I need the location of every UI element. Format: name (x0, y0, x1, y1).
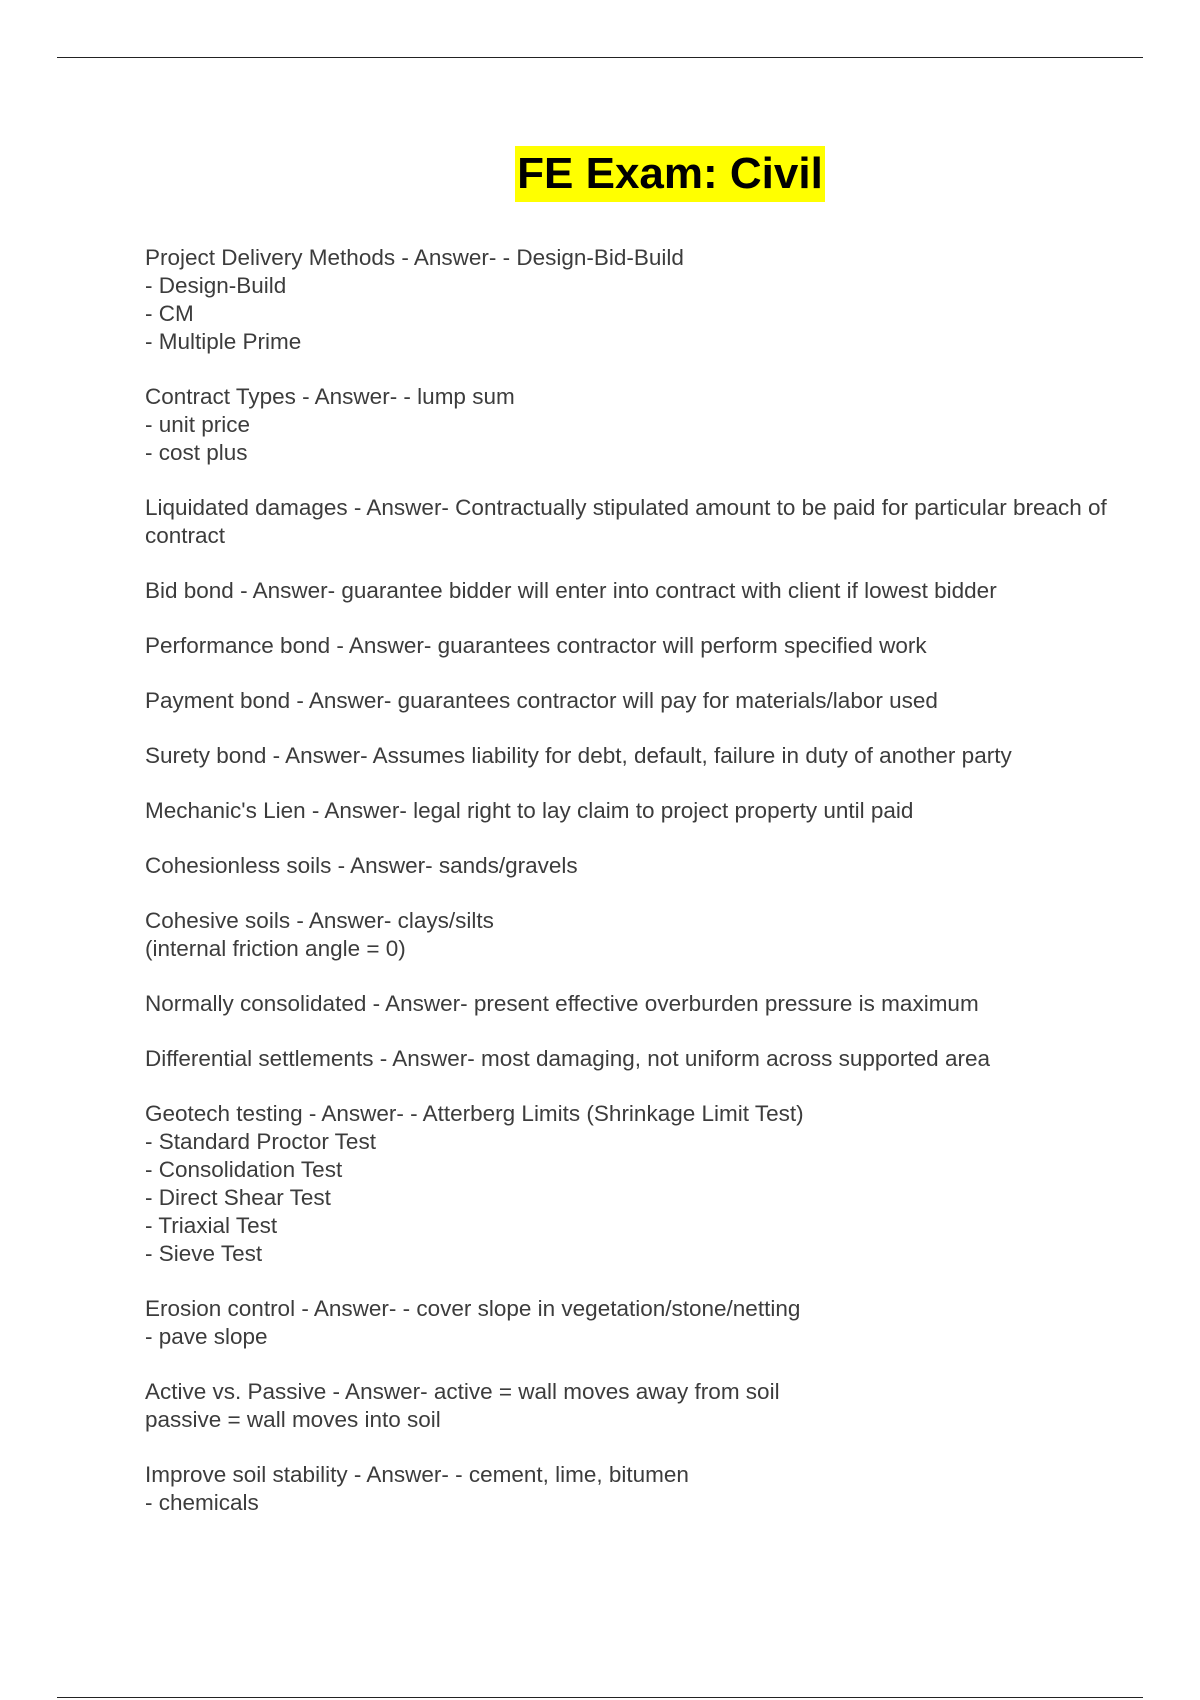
top-rule (57, 57, 1143, 58)
flashcard-entry (145, 990, 1185, 1018)
entry-answer-line: - chemicals (145, 1490, 259, 1515)
entry-answer-line: - Triaxial Test (145, 1213, 278, 1238)
flashcard-entry (145, 1295, 1185, 1351)
entry-question-line: Geotech testing - Answer- - Atterberg Limits (Shrinkage Limit Test) (145, 1101, 804, 1126)
entry-answer-line: passive = wall moves into soil (145, 1407, 441, 1432)
flashcard-entry (145, 494, 1185, 550)
entry-answer-line: - Standard Proctor Test (145, 1129, 376, 1154)
entry-question-line: Normally consolidated - Answer- present effective overburden pressure is maximum (145, 991, 979, 1016)
flashcard-entry (145, 632, 1185, 660)
flashcard-entry (145, 383, 1185, 467)
entry-answer-line: - Sieve Test (145, 1241, 263, 1266)
entry-answer-line: - unit price (145, 412, 251, 437)
flashcard-entry (145, 742, 1185, 770)
entry-question-line: Liquidated damages - Answer- Contractually stipulated amount to be paid for particular breach of (145, 495, 1107, 520)
flashcard-entry (145, 907, 1185, 963)
entry-answer-line: - CM (145, 301, 194, 326)
entry-answer-line: - Design-Build (145, 273, 287, 298)
entry-question-line: Performance bond - Answer- guarantees contractor will perform specified work (145, 633, 927, 658)
entry-answer-line: - pave slope (145, 1324, 268, 1349)
entry-question-line: Improve soil stability - Answer- - cement, lime, bitumen (145, 1462, 689, 1487)
entry-question-line: Differential settlements - Answer- most damaging, not uniform across supported area (145, 1046, 990, 1071)
entry-question-line: Cohesionless soils - Answer- sands/gravels (145, 853, 578, 878)
flashcard-entry (145, 577, 1185, 605)
flashcard-entry (145, 1045, 1185, 1073)
page-title: FE Exam: Civil (515, 146, 825, 202)
entry-question-line: Contract Types - Answer- - lump sum (145, 384, 515, 409)
flashcard-entry (145, 1100, 1185, 1268)
entry-answer-line: - Direct Shear Test (145, 1185, 331, 1210)
flashcard-entry (145, 852, 1185, 880)
entry-answer-line: - cost plus (145, 440, 248, 465)
entry-question-line: Bid bond - Answer- guarantee bidder will enter into contract with client if lowest bidder (145, 578, 997, 603)
entry-question-line: Surety bond - Answer- Assumes liability for debt, default, failure in duty of another party (145, 743, 1012, 768)
entry-question-line: Project Delivery Methods - Answer- - Design-Bid-Build (145, 245, 684, 270)
entry-answer-line: contract (145, 523, 226, 548)
flashcard-entry (145, 1378, 1185, 1434)
flashcard-entry (145, 244, 1185, 356)
entry-answer-line: - Consolidation Test (145, 1157, 343, 1182)
flashcard-entry (145, 797, 1185, 825)
entry-question-line: Mechanic's Lien - Answer- legal right to lay claim to project property until paid (145, 798, 914, 823)
flashcard-list (145, 244, 1185, 1544)
entry-answer-line: (internal friction angle = 0) (145, 936, 406, 961)
title-container (0, 146, 1200, 202)
entry-question-line: Payment bond - Answer- guarantees contractor will pay for materials/labor used (145, 688, 938, 713)
flashcard-entry (145, 1461, 1185, 1517)
entry-question-line: Active vs. Passive - Answer- active = wall moves away from soil (145, 1379, 780, 1404)
entry-answer-line: - Multiple Prime (145, 329, 302, 354)
flashcard-entry (145, 687, 1185, 715)
bottom-rule (57, 1697, 1143, 1698)
entry-question-line: Erosion control - Answer- - cover slope in vegetation/stone/netting (145, 1296, 801, 1321)
entry-question-line: Cohesive soils - Answer- clays/silts (145, 908, 494, 933)
